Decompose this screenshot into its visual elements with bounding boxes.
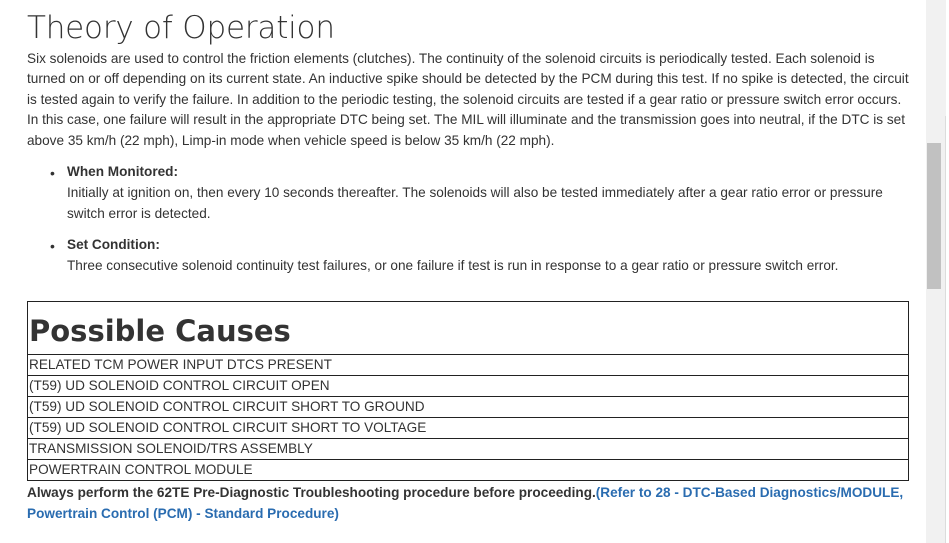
vertical-scrollbar[interactable] <box>923 0 949 543</box>
condition-text: Initially at ignition on, then every 10 seconds thereafter. The solenoids will also be tested immediately after a gear ratio error or pressure switch error is detected. <box>67 185 883 221</box>
theory-intro-paragraph: Six solenoids are used to control the friction elements (clutches). The continuity of the solenoid circuits is periodically tested. Each solenoid is turned on or off depending on its current state. An inductive spike should be detected by the PCM during this test. If no spike is detected, the circuit is tested again to verify the failure. In addition to the periodic testing, the solenoid circuits are tested if a gear ratio or pressure switch error occurs. In this case, one failure will result in the appropriate DTC being set. The MIL will illuminate and the transmission goes into neutral, if the DTC is set above 35 km/h (22 mph), Limp-in mode when vehicle speed is below 35 km/h (22 mph). <box>27 51 909 148</box>
possible-causes-title: Possible Causes <box>28 302 909 355</box>
table-row <box>28 376 909 397</box>
scrollbar-divider <box>945 116 946 543</box>
condition-item-when-monitored <box>50 163 909 225</box>
condition-label: Set Condition: <box>67 236 160 252</box>
bullet-icon: • <box>50 165 55 182</box>
cause-cell: TRANSMISSION SOLENOID/TRS ASSEMBLY <box>28 439 909 460</box>
condition-item-set-condition <box>50 236 909 277</box>
document-content <box>27 0 909 287</box>
table-row <box>28 439 909 460</box>
table-row <box>28 460 909 481</box>
conditions-list <box>27 163 909 276</box>
standard-procedure-link[interactable]: (Refer to 28 - DTC-Based Diagnostics/MODULE, Powertrain Control (PCM) - Standard Procedure) <box>27 485 904 521</box>
cause-cell: (T59) UD SOLENOID CONTROL CIRCUIT SHORT TO VOLTAGE <box>28 418 909 439</box>
cause-cell: (T59) UD SOLENOID CONTROL CIRCUIT SHORT TO GROUND <box>28 397 909 418</box>
procedure-note-text: Always perform the 62TE Pre-Diagnostic Troubleshooting procedure before proceeding. <box>27 485 596 500</box>
cause-cell: RELATED TCM POWER INPUT DTCS PRESENT <box>28 355 909 376</box>
condition-text: Three consecutive solenoid continuity test failures, or one failure if test is run in response to a gear ratio or pressure switch error. <box>67 257 839 273</box>
scrollbar-thumb[interactable] <box>927 143 941 289</box>
table-row <box>28 397 909 418</box>
bullet-icon: • <box>50 237 55 254</box>
table-row <box>28 418 909 439</box>
condition-label: When Monitored: <box>67 164 178 180</box>
cause-cell: (T59) UD SOLENOID CONTROL CIRCUIT OPEN <box>28 376 909 397</box>
procedure-note <box>27 482 909 524</box>
possible-causes-table <box>27 301 909 481</box>
cause-cell: POWERTRAIN CONTROL MODULE <box>28 460 909 481</box>
table-row <box>28 355 909 376</box>
theory-title: Theory of Operation <box>27 10 335 46</box>
